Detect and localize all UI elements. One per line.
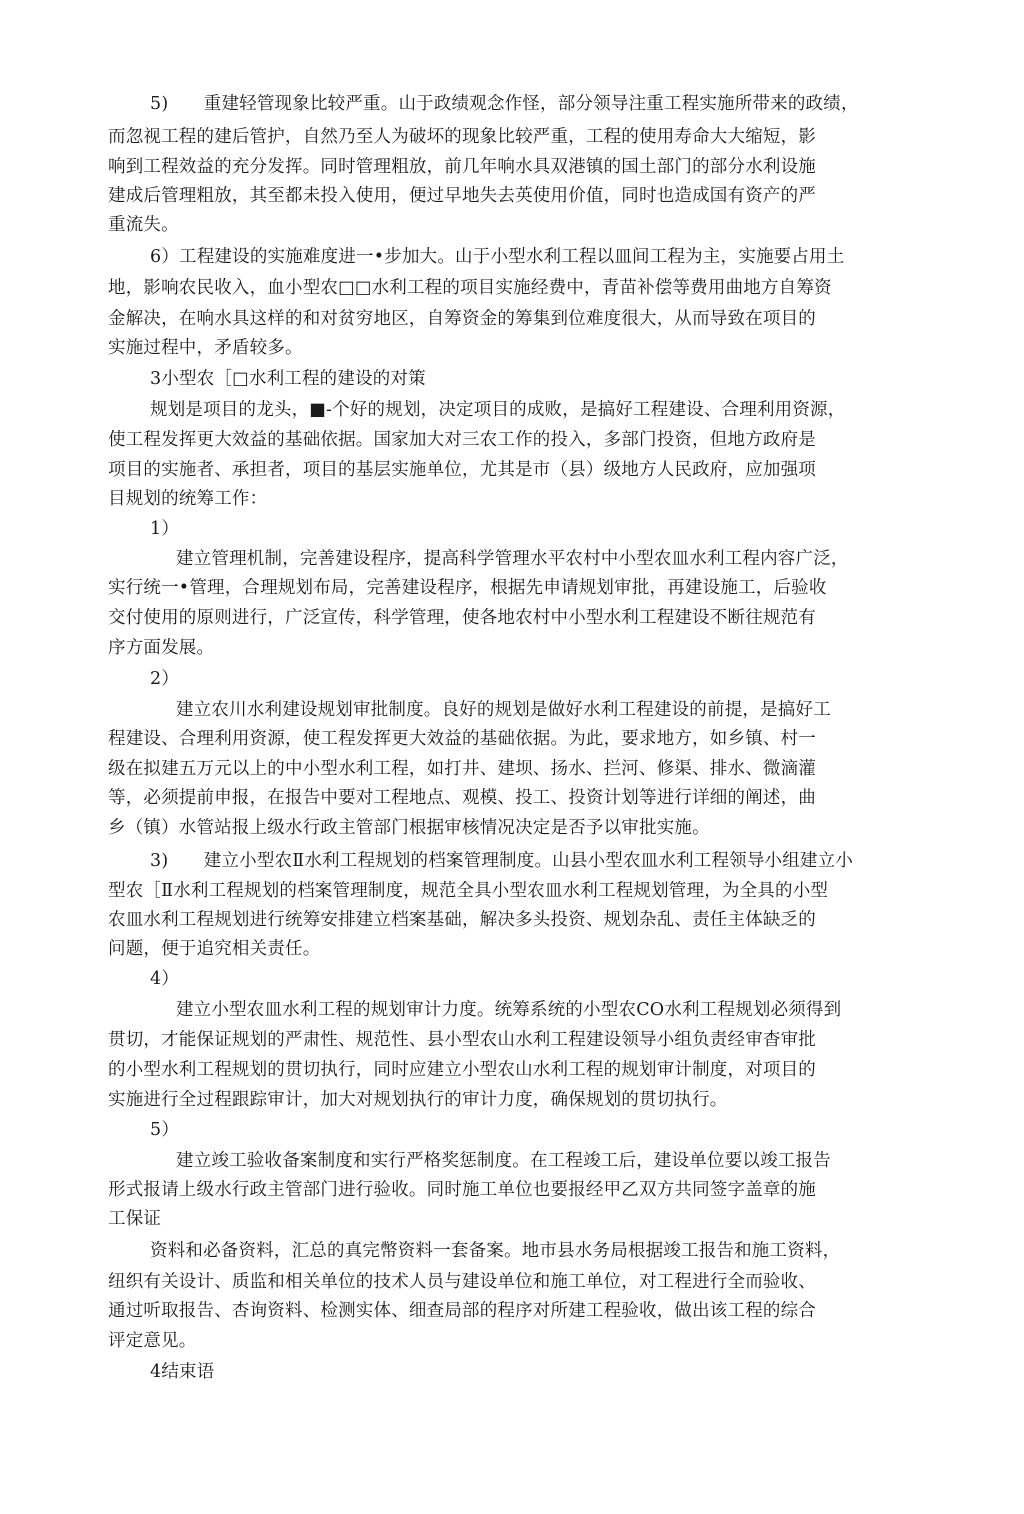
- text-line: 建立管理机制，完善建设程序，提高科学管理水平农村中小型农皿水利工程内容广泛，: [176, 549, 849, 569]
- text-line: 建立农川水利建设规划审批制度。良好的规划是做好水利工程建设的前提，是搞好工: [176, 700, 831, 720]
- text-line: 建成后管理粗放，其至都未投入使用，便过早地失去英使用价值，同时也造成国有资产的严: [108, 186, 816, 206]
- text-line: 6）工程建设的实施难度进一•步加大。山于小型水利工程以皿间工程为主，实施要占用土: [150, 247, 845, 267]
- list-number: 2）: [150, 669, 180, 689]
- text-line: 实施过程中，矛盾较多。: [108, 338, 303, 358]
- text-line: 问题，便于追究相关责任。: [108, 939, 321, 959]
- text-line: 5) 重建轻管现象比较严重。山于政绩观念作怪，部分领导注重工程实施所带来的政绩，: [150, 94, 859, 114]
- text-line: 而忽视工程的建后管护，自然乃至人为破坏的现象比较严重，工程的使用寿命大大缩短，影: [108, 127, 816, 147]
- text-line: 的小型水利工程规划的贯切执行，同时应建立小型农山水利工程的规划审计制度，对项目的: [108, 1060, 816, 1080]
- text-line: 建立小型农皿水利工程的规划审计力度。统筹系统的小型农CO水利工程规划必须得到: [176, 1000, 842, 1020]
- list-number: 4）: [150, 969, 180, 989]
- text-line: 农皿水利工程规划进行统筹安排建立档案基础，解决多头投资、规划杂乱、责任主体缺乏的: [108, 910, 816, 930]
- text-line: 等，必须提前申报，在报告中要对工程地点、观模、投工、投资计划等进行详细的阐述，曲: [108, 788, 816, 808]
- text-line: 评定意见。: [108, 1331, 197, 1351]
- text-line: 交付使用的原则进行，广泛宣传，科学管理，使各地农村中小型水利工程建设不断往规范有: [108, 608, 816, 628]
- list-number: 5）: [150, 1120, 180, 1140]
- text-line: 3) 建立小型农Ⅱ水利工程规划的档案管理制度。山县小型农皿水利工程领导小组建立小: [150, 851, 854, 871]
- text-line: 型农［Ⅱ水利工程规划的档案管理制度，规范全具小型农皿水利工程规划管理，为全具的小型: [108, 881, 829, 901]
- text-line: 工保证: [108, 1209, 162, 1229]
- list-number: 1）: [150, 519, 180, 539]
- text-line: 金解决，在响水具这样的和对贫穷地区，自筹资金的筹集到位难度很大，从而导致在项目的: [108, 309, 816, 329]
- text-line: 纽织有关设计、质监和相关单位的技术人员与建设单位和施工单位，对工程进行全而验收、: [108, 1272, 816, 1292]
- text-line: 地，影响农民收入，血小型农□□水利工程的项目实施经费中，青苗补偿等费用曲地方自筹资: [108, 278, 832, 298]
- text-line: 目规划的统筹工作：: [108, 489, 268, 509]
- text-line: 重流失。: [108, 215, 179, 235]
- text-line: 程建设、合理利用资源，使工程发挥更大效益的基础依据。为此，要求地方，如乡镇、村一: [108, 729, 816, 749]
- text-line: 响到工程效益的充分发挥。同时管理粗放，前几年响水具双港镇的国土部门的部分水利设施: [108, 157, 816, 177]
- text-line: 乡（镇）水管站报上级水行政主管部门根据审核情况决定是否予以审批实施。: [108, 818, 710, 838]
- section-heading: 4结束语: [150, 1362, 215, 1382]
- text-line: 实施进行全过程跟踪审计，加大对规划执行的审计力度，确保规划的贯切执行。: [108, 1090, 728, 1110]
- text-line: 序方面发展。: [108, 638, 215, 658]
- text-line: 通过听取报告、杏询资料、检测实体、细查局部的程序对所建工程验收，做出该工程的综合: [108, 1301, 816, 1321]
- text-line: 形式报请上级水行政主管部门进行验收。同时施工单位也要报经甲乙双方共同签字盖章的施: [108, 1180, 816, 1200]
- text-line: 建立竣工验收备案制度和实行严格奖惩制度。在工程竣工后，建设单位要以竣工报告: [176, 1151, 831, 1171]
- text-line: 使工程发挥更大效益的基础依据。国家加大对三农工作的投入，多部门投资，但地方政府是: [108, 430, 816, 450]
- text-line: 规划是项目的龙头，■-个好的规划，决定项目的成败，是搞好工程建设、合理利用资源，: [150, 400, 846, 420]
- text-line: 级在拟建五万元以上的中小型水利工程，如打井、建坝、扬水、拦河、修渠、排水、微滴灌: [108, 759, 816, 779]
- text-line: 资料和必备资料，汇总的真完幣资料一套备案。地市县水务局根据竣工报告和施工资料，: [150, 1241, 841, 1261]
- text-line: 实行统一•管理，合理规划布局，完善建设程序，根据先申请规划审批，再建设施工，后验收: [108, 578, 827, 598]
- section-heading: 3小型农［□水利工程的建设的对策: [150, 369, 426, 389]
- text-line: 贯切，才能保证规划的严肃性、规范性、县小型农山水利工程建设领导小组负责经审杳审批: [108, 1030, 816, 1050]
- text-line: 项目的实施者、承担者，项目的基层实施单位，尤其是市（县）级地方人民政府，应加强项: [108, 460, 816, 480]
